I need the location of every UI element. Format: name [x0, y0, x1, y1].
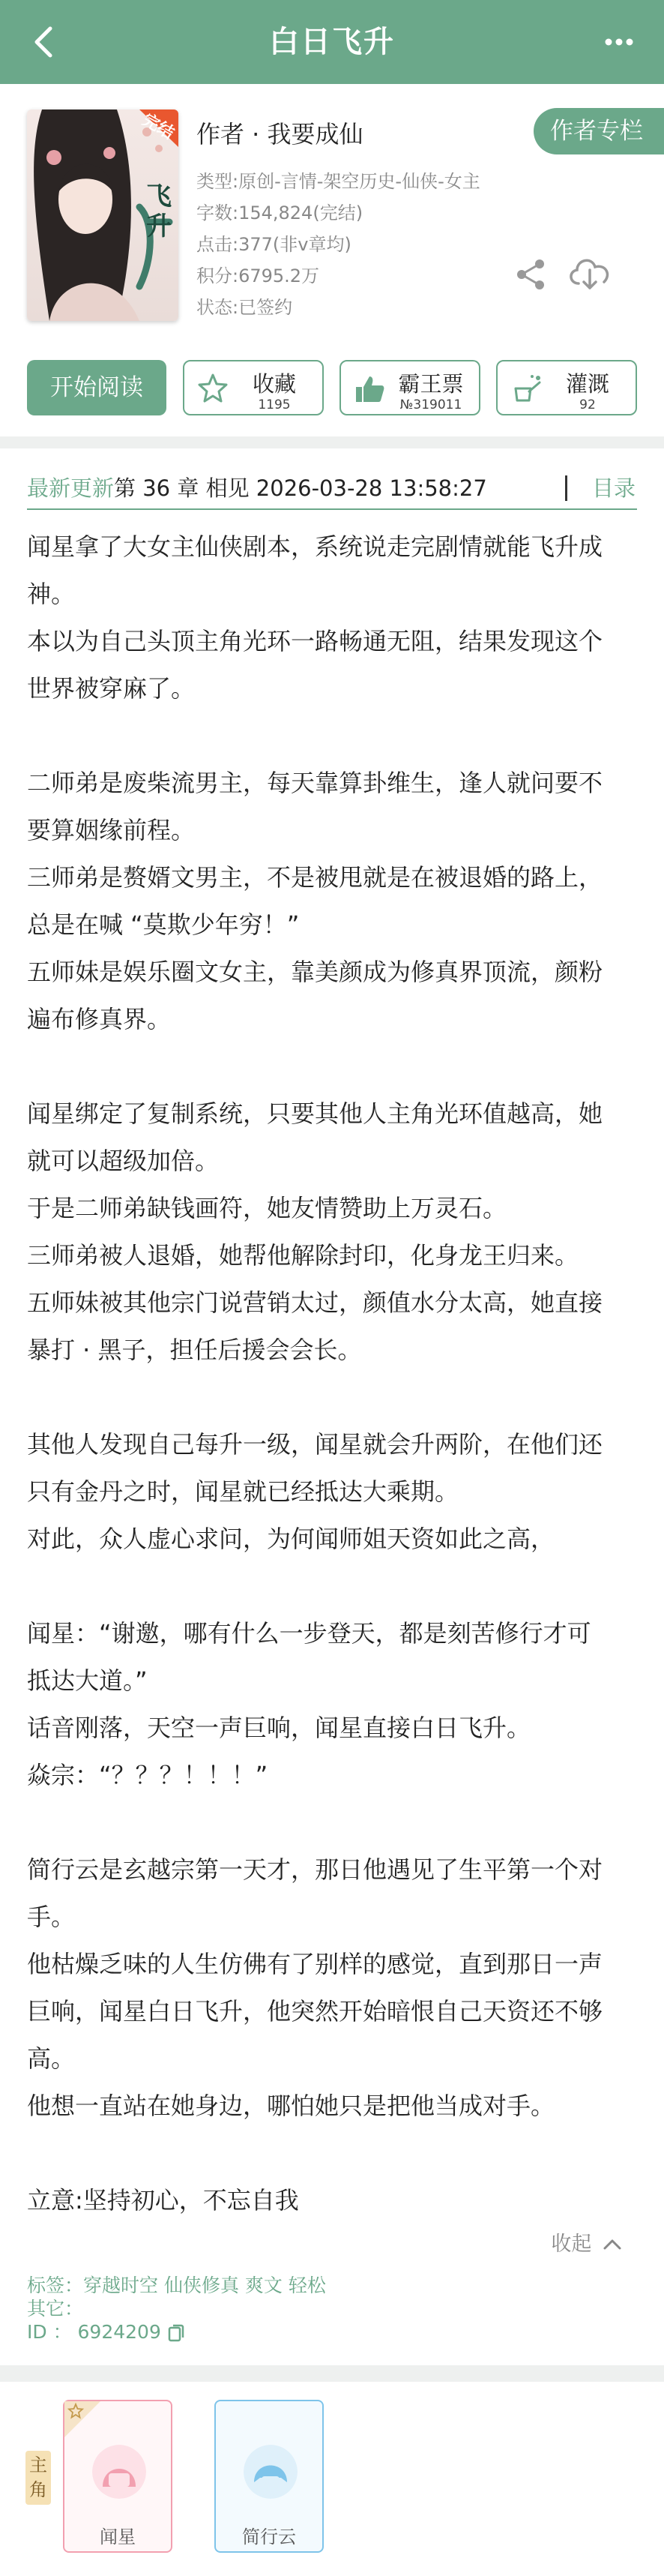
synopsis-line: 话音刚落，天空一声巨响，闻星直接白日飞升。 — [27, 1714, 531, 1742]
irrigate-label: 灌溉 — [565, 371, 609, 397]
cover-badge: 完结 — [139, 110, 178, 144]
id-line: ID ： 6924209 — [27, 2321, 161, 2343]
meta-genre: 类型:原创-言情-架空历史-仙侠-女主 — [196, 171, 480, 192]
author-name[interactable]: 作者 · 我要成仙 — [196, 120, 363, 148]
overlord-ticket-button[interactable] — [339, 360, 480, 415]
character-name: 闻星 — [100, 2527, 136, 2548]
ticket-rank: №319011 — [399, 397, 462, 412]
latest-chapter: 第 36 章 相见 2026-03-28 13:58:27 — [114, 475, 487, 501]
cover-title: 飞升 — [146, 181, 172, 241]
meta-points: 积分:6795.2万 — [196, 265, 320, 286]
synopsis-line — [27, 1799, 637, 1846]
star-icon — [196, 372, 229, 405]
character-name: 简行云 — [242, 2527, 296, 2548]
irrigate-button[interactable] — [496, 360, 637, 415]
meta-clicks: 点击:377(非v章均) — [196, 234, 351, 255]
meta-word-count: 字数:154,824(完结) — [196, 202, 363, 223]
characters-card — [0, 2382, 664, 2576]
star-icon — [67, 2403, 84, 2419]
collapse-label: 收起 — [551, 2233, 592, 2256]
synopsis-line: 遍布修真界。 — [27, 1005, 172, 1033]
share-icon[interactable] — [514, 258, 547, 291]
synopsis-line — [27, 1043, 637, 1090]
synopsis-line: 巨响，闻星白日飞升，他突然开始暗恨自己天资还不够 — [27, 1997, 603, 2026]
cloud-download-icon[interactable] — [567, 253, 613, 292]
ticket-label: 霸王票 — [398, 371, 464, 397]
watering-can-icon — [510, 372, 543, 405]
synopsis-line: 神。 — [27, 580, 76, 608]
chevron-up-icon — [603, 2239, 622, 2251]
synopsis-line: 手。 — [27, 1903, 76, 1931]
table-of-contents-link[interactable]: 目录 — [591, 475, 636, 501]
start-reading-button[interactable]: 开始阅读 — [27, 360, 166, 415]
synopsis-line: 闻星绑定了复制系统，只要其他人主角光环值越高，她 — [27, 1099, 603, 1128]
author-column-button[interactable]: 作者专栏 — [534, 108, 664, 154]
synopsis-line: 其他人发现自己每升一级，闻星就会升两阶，在他们还 — [27, 1430, 603, 1459]
id-row — [27, 2320, 326, 2344]
synopsis-line: 三师弟被人退婚，她帮他解除封印，化身龙王归来。 — [27, 1241, 579, 1270]
synopsis-line: 世界被穿麻了。 — [27, 674, 196, 703]
thumbs-up-icon — [353, 372, 386, 405]
synopsis-line: 于是二师弟缺钱画符，她友情赞助上万灵石。 — [27, 1194, 507, 1222]
synopsis-line: 五师妹被其他宗门说营销太过，颜值水分太高，她直接 — [27, 1288, 603, 1317]
synopsis-line: 他枯燥乏味的人生仿佛有了别样的感觉，直到那日一声 — [27, 1950, 603, 1978]
synopsis-line: 焱宗：“？？？！！！” — [27, 1761, 268, 1789]
synopsis-line: 只有金丹之时，闻星就已经抵达大乘期。 — [27, 1477, 459, 1506]
synopsis-line: 总是在喊 “莫欺少年穷！” — [27, 910, 300, 939]
synopsis-line: 抵达大道。” — [27, 1666, 148, 1695]
synopsis-line: 五师妹是娱乐圈文女主，靠美颜成为修真界顶流，颜粉 — [27, 958, 603, 986]
more-dots-icon — [604, 37, 634, 46]
synopsis-line: 二师弟是废柴流男主，每天靠算卦维生，逢人就问要不 — [27, 769, 603, 797]
synopsis-text — [27, 523, 637, 2224]
synopsis-line: 闻星拿了大女主仙侠剧本，系统说走完剧情就能飞升成 — [27, 532, 603, 561]
favorite-button[interactable] — [183, 360, 324, 415]
synopsis-line: 对此，众人虚心求问，为何闻师姐天资如此之高， — [27, 1525, 555, 1553]
favorite-count: 1195 — [258, 397, 291, 412]
synopsis-line — [27, 1374, 637, 1421]
more-button[interactable] — [597, 21, 642, 63]
page-title: 白日飞升 — [269, 25, 395, 59]
synopsis-line: 立意:坚持初心，不忘自我 — [27, 2186, 299, 2215]
synopsis-line: 他想一直站在她身边，哪怕她只是把他当成对手。 — [27, 2092, 555, 2120]
synopsis-line: 三师弟是赘婿文男主，不是被甩就是在被退婚的路上， — [27, 863, 603, 892]
synopsis-line: 本以为自己头顶主角光环一路畅通无阻，结果发现这个 — [27, 627, 603, 655]
female-avatar-icon — [92, 2445, 146, 2499]
book-cover[interactable] — [27, 109, 178, 321]
top-bar — [0, 0, 664, 84]
character-card[interactable] — [63, 2400, 172, 2553]
synopsis-line: 就可以超级加倍。 — [27, 1147, 220, 1175]
divider — [565, 475, 567, 501]
synopsis-line: 高。 — [27, 2044, 76, 2073]
synopsis-line — [27, 1563, 637, 1610]
synopsis-line — [27, 2130, 637, 2177]
synopsis-line: 要算姻缘前程。 — [27, 816, 196, 844]
synopsis-card — [0, 448, 664, 2365]
synopsis-line: 简行云是玄越宗第一天才，那日他遇见了生平第一个对 — [27, 1855, 603, 1884]
collapse-button[interactable] — [551, 2227, 622, 2257]
synopsis-line: 暴打 · 黑子，担任后援会会长。 — [27, 1336, 362, 1364]
favorite-label: 收藏 — [252, 371, 296, 397]
latest-update-row[interactable] — [27, 466, 637, 510]
male-avatar-icon — [244, 2445, 298, 2499]
action-bar — [27, 360, 637, 415]
synopsis-line — [27, 712, 637, 760]
copy-icon[interactable] — [167, 2323, 185, 2343]
latest-update-label: 最新更新 — [27, 475, 115, 501]
irrigate-count: 92 — [579, 397, 596, 412]
character-card[interactable] — [214, 2400, 324, 2553]
book-info-card — [0, 84, 664, 436]
protagonist-label: 主角 — [25, 2451, 51, 2505]
meta-status: 状态:已签约 — [196, 297, 293, 318]
synopsis-line: 闻星：“谢邀，哪有什么一步登天，都是刻苦修行才可 — [27, 1619, 591, 1648]
other-line: 其它： — [27, 2298, 84, 2320]
tags-line[interactable]: 标签：穿越时空 仙侠修真 爽文 轻松 — [27, 2275, 326, 2296]
tags-block — [27, 2274, 326, 2344]
